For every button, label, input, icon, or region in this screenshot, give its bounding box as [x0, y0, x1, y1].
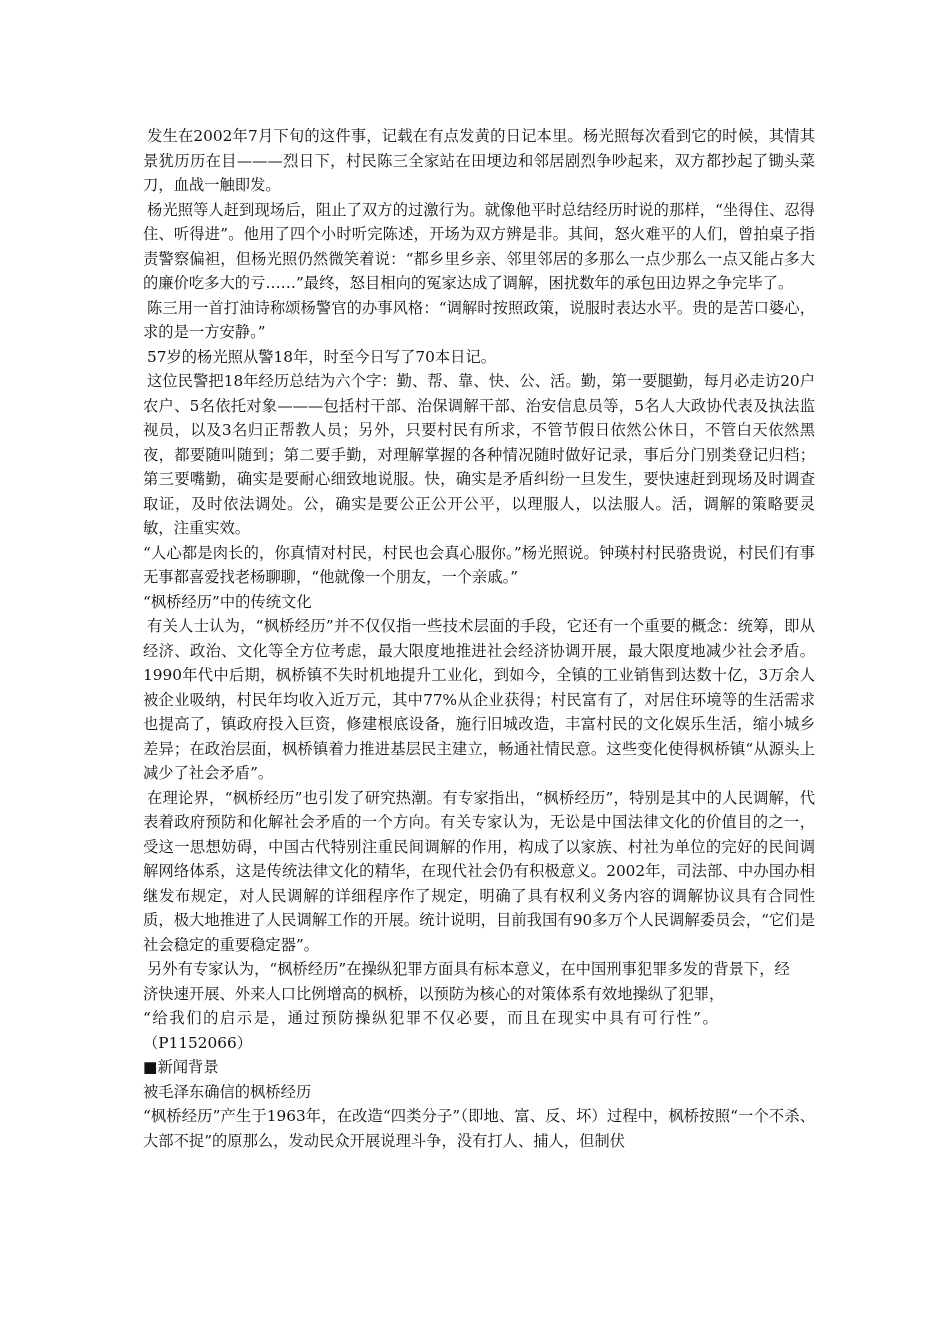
section-heading-mao-endorsed: 被毛泽东确信的枫桥经历 — [143, 1082, 312, 1101]
news-background-label: ■新闻背景 — [143, 1058, 219, 1076]
paragraph-coordination: 有关人士认为，“枫桥经历”并不仅仅指一些技术层面的手段，它还有一个重要的概念：统筹，即从经济、政治、文化等全方位考虑，最大限度地推进社会经济协调开展，最大限度地减少社会矛盾。1990年代中后期，枫桥镇不失时机地提升工业化，到如今，全镇的工业销售到达数十亿，3万余人被企业吸纳，村民年均收入近万元，其中77%从企业获得；村民富有了，对居住环境等的生活需求也提高了，镇政府投入巨资，修建根底设备，施行旧城改造，丰富村民的文化娱乐生活，缩小城乡差异；在政治层面，枫桥镇着力推进基层民主建立，畅通社情民意。这些变化使得枫桥镇“从源头上减少了社会矛盾”。 — [143, 617, 815, 782]
paragraph-villager-quote: “人心都是肉长的，你真情对村民，村民也会真心服你。”杨光照说。钟瑛村村民骆贵说，村民们有事无事都喜爱找老杨聊聊，“他就像一个朋友，一个亲戚。” — [143, 543, 815, 586]
article-code: （P1152066） — [143, 1033, 253, 1052]
article-body — [143, 124, 815, 1153]
paragraph-inspiration-quote: “给我们的启示是，通过预防操纵犯罪不仅必要，而且在现实中具有可行性”。 — [143, 1009, 720, 1027]
paragraph-theory: 在理论界，“枫桥经历”也引发了研究热潮。有专家指出，“枫桥经历”，特别是其中的人民调解，代表着政府预防和化解社会矛盾的一个方向。有关专家认为，无讼是中国法律文化的价值目的之一，受这一思想妨碍，中国古代特别注重民间调解的作用，构成了以家族、村社为单位的完好的民间调解网络体系，这是传统法律文化的精华，在现代社会仍有积极意义。2002年，司法部、中办国办相继发布规定，对人民调解的详细程序作了规定，明确了具有权利义务内容的调解协议具有合同性质，极大地推进了人民调解工作的开展。统计说明，目前我国有90多万个人民调解委员会，“它们是社会稳定的重要稳定器”。 — [143, 788, 815, 954]
paragraph-crime-control: 另外有专家认为，“枫桥经历”在操纵犯罪方面具有标本意义，在中国刑事犯罪多发的背景下，经 — [147, 960, 790, 978]
paragraph-six-words: 这位民警把18年经历总结为六个字：勤、帮、靠、快、公、活。勤，第一要腿勤，每月必走访20户农户、5名依托对象———包括村干部、治保调解干部、治安信息员等，5名人大政协代表及执法监视员，以及3名归正帮教人员；另外，只要村民有所求，不管节假日依然公休日，不管白天依然黑夜，都要随叫随到；第二要手勤，对理解掌握的各种情况随时做好记录，事后分门别类登记归档；第三要嘴勤，确实是要耐心细致地说服。快，确实是矛盾纠纷一旦发生，要快速赶到现场及时调查取证，及时依法调处。公，确实是要公正公开公平，以理服人，以法服人。活，调解的策略要灵敏，注重实效。 — [143, 372, 815, 537]
paragraph-poem: 陈三用一首打油诗称颂杨警官的办事风格：“调解时按照政策，说服时表达水平。贵的是苦口婆心，求的是一方安静。” — [143, 298, 815, 341]
paragraph-diary-incident: 发生在2002年7月下旬的这件事，记载在有点发黄的日记本里。杨光照每次看到它的时候，其情其景犹历历在目———烈日下，村民陈三全家站在田埂边和邻居剧烈争吵起来，双方都抄起了锄头菜刀，血战一触即发。 — [143, 127, 815, 194]
paragraph-origin-1963: “枫桥经历”产生于1963年，在改造“四类分子”（即地、富、反、坏）过程中，枫桥按照“一个不杀、大部不捉”的原那么，发动民众开展说理斗争，没有打人、捕人，但制伏 — [143, 1107, 815, 1150]
paragraph-mediation: 杨光照等人赶到现场后，阻止了双方的过激行为。就像他平时总结经历时说的那样，“坐得住、忍得住、听得进”。他用了四个小时听完陈述，开场为双方辨是非。其间，怒火难平的人们，曾拍桌子指责警察偏袒，但杨光照仍然微笑着说：“都乡里乡亲、邻里邻居的多那么一点少那么一点又能占多大的廉价吃多大的亏……”最终，怒目相向的冤家达成了调解，困扰数年的承包田边界之争完毕了。 — [143, 200, 815, 292]
section-heading-traditional-culture: “枫桥经历”中的传统文化 — [143, 592, 312, 611]
paragraph-diaries-count: 57岁的杨光照从警18年，时至今日写了70本日记。 — [147, 347, 497, 366]
paragraph-crime-control-continued: 济快速开展、外来人口比例增高的枫桥，以预防为核心的对策体系有效地操纵了犯罪， — [143, 984, 725, 1003]
